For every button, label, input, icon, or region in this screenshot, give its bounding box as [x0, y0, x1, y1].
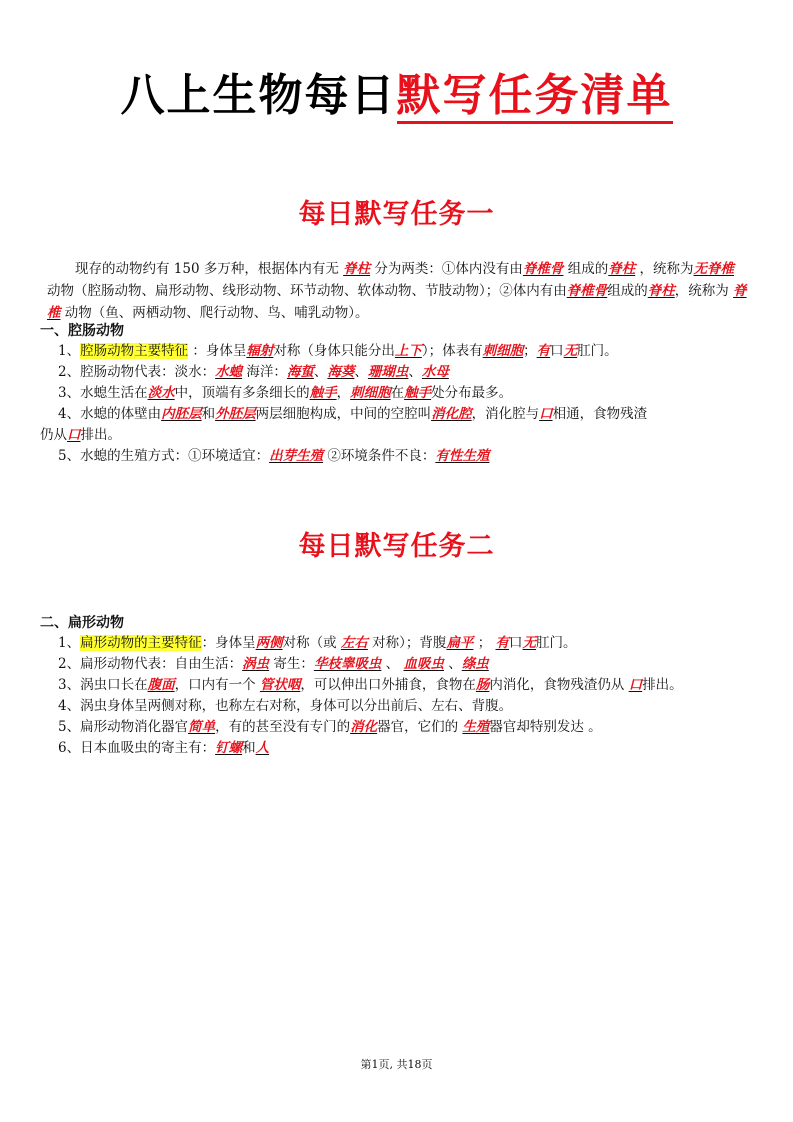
task1-line-2: 2、腔肠动物代表：淡水：水螅 海洋：海蜇、海葵、珊瑚虫、水母	[58, 364, 449, 380]
task2-line-1: 1、扁形动物的主要特征：身体呈两侧对称（或 左右 对称）；背腹扁平 ； 有口无肛门。	[58, 635, 577, 651]
task2-line-3: 3、涡虫口长在腹面，口内有一个 管状咽，可以伸出口外捕食，食物在肠内消化，食物残渣仍从 口排出。	[58, 677, 683, 693]
task1-intro: 现存的动物约有 150 多万种，根据体内有无 脊柱 分为两类：①体内没有由脊椎骨 组成的脊柱 ，统称为无脊椎动物（腔肠动物、扁形动物、线形动物、环节动物、软体动物、节肢动物）；②体内有由脊椎骨组成的脊柱，统称为 脊椎 动物（鱼、两栖动物、爬行动物、鸟、哺乳动物）。	[47, 261, 747, 321]
task2-line-5: 5、扁形动物消化器官简单，有的甚至没有专门的消化器官，它们的 生殖器官却特别发达 。	[58, 719, 602, 735]
highlight-feature: 扁形动物的主要特征	[80, 635, 202, 651]
task2-line-4: 4、涡虫身体呈两侧对称，也称左右对称，身体可以分出前后、左右、背腹。	[58, 698, 513, 714]
page-title-black: 八上生物每日	[120, 70, 397, 121]
task1-line-5: 5、水螅的生殖方式：①环境适宜：出芽生殖 ②环境条件不良：有性生殖	[58, 448, 490, 464]
section-heading-coelenterata: 一、腔肠动物	[40, 323, 124, 339]
task2-line-2: 2、扁形动物代表：自由生活：涡虫 寄生：华枝睾吸虫 、 血吸虫 、绦虫	[58, 656, 489, 672]
task1-line-4-cont: 仍从口排出。	[40, 427, 121, 443]
page-footer: 第1页, 共18页	[360, 1058, 433, 1071]
task1-line-1: 1、腔肠动物主要特征 ：身体呈辐射对称（身体只能分出上下）；体表有刺细胞；有口无肛门。	[58, 343, 618, 359]
task1-line-3: 3、水螅生活在淡水中，顶端有多条细长的触手，刺细胞在触手处分布最多。	[58, 385, 513, 401]
page-title	[0, 66, 793, 126]
task2-line-6: 6、日本血吸虫的寄主有：钉螺和人	[58, 740, 270, 756]
highlight-feature: 腔肠动物主要特征	[80, 343, 189, 359]
page-title-red: 默写任务清单	[397, 70, 673, 124]
task1-line-4: 4、水螅的体壁由内胚层和外胚层两层细胞构成，中间的空腔叫消化腔，消化腔与口相通，食物残渣	[58, 406, 648, 422]
task1-title: 每日默写任务一	[298, 199, 495, 230]
task2-title: 每日默写任务二	[298, 531, 495, 562]
section-heading-flatworms: 二、扁形动物	[40, 615, 124, 631]
